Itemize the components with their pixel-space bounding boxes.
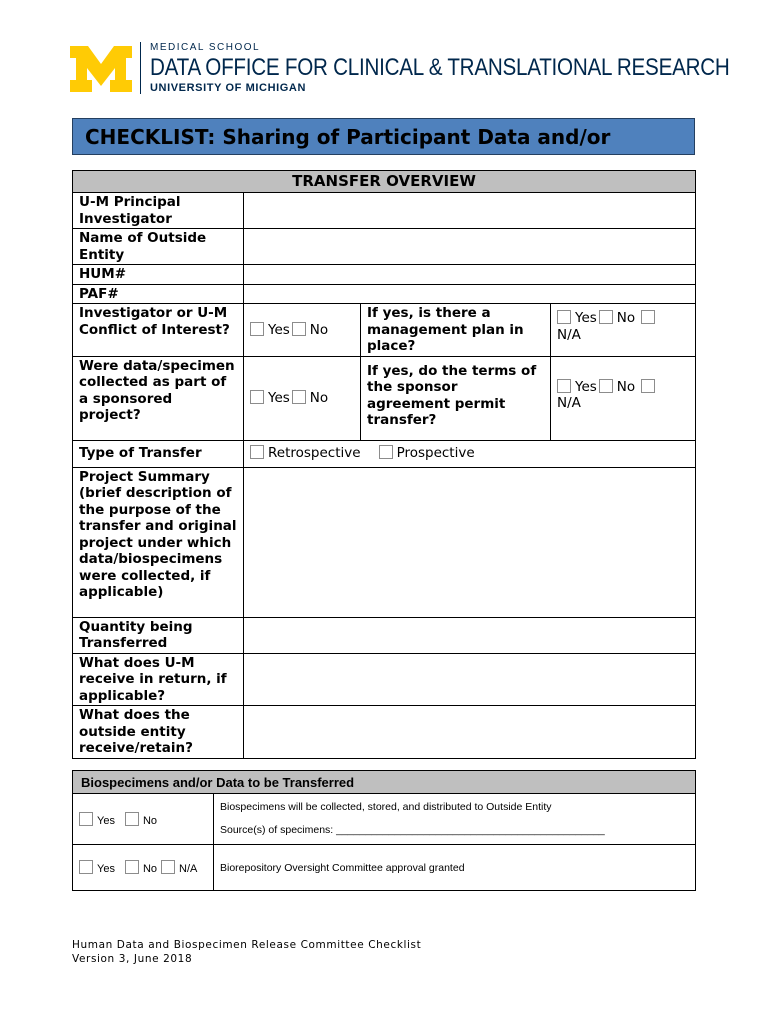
checklist-title: CHECKLIST: Sharing of Participant Data and/or [85, 124, 611, 149]
institution-logo [70, 42, 730, 98]
sponsored-no-checkbox[interactable] [292, 390, 306, 404]
logo-office-text: DATA OFFICE FOR CLINICAL & TRANSLATIONAL RESEARCH [150, 54, 730, 81]
terms-no-checkbox[interactable] [599, 379, 613, 393]
mgmt-plan-options [551, 304, 696, 357]
bio-row2-na-checkbox[interactable] [161, 860, 175, 874]
bio-row1-yes-checkbox[interactable] [79, 812, 93, 826]
hum-label: HUM# [73, 265, 244, 285]
bio-row1-source[interactable]: Source(s) of specimens: ______________________________________________ [220, 824, 605, 836]
transfer-overview-heading: TRANSFER OVERVIEW [73, 171, 696, 193]
retrospective-label: Retrospective [268, 445, 361, 462]
coi-no-label: No [309, 321, 329, 338]
entity-retain-field[interactable] [244, 706, 696, 759]
sponsored-no-label: No [309, 389, 329, 406]
mgmt-yes-checkbox[interactable] [557, 310, 571, 324]
outside-entity-label: Name of Outside Entity [73, 229, 244, 265]
mgmt-na-checkbox[interactable] [641, 310, 655, 324]
footer-line-1: Human Data and Biospecimen Release Committee Checklist [72, 939, 422, 951]
coi-no-checkbox[interactable] [292, 322, 306, 336]
terms-na-label: N/A [557, 395, 581, 411]
biospecimens-heading: Biospecimens and/or Data to be Transferred [73, 771, 696, 794]
prospective-checkbox[interactable] [379, 445, 393, 459]
project-summary-label: Project Summary (brief description of the purpose of the transfer and original project under which data/biospecimens were collected, if applicable) [73, 467, 244, 617]
mgmt-no-label: No [616, 310, 636, 326]
sponsored-label: Were data/specimen collected as part of a sponsored project? [73, 356, 244, 440]
sponsor-terms-options [551, 356, 696, 440]
sponsored-yes-label: Yes [268, 389, 290, 406]
sponsor-terms-label: If yes, do the terms of the sponsor agreement permit transfer? [361, 356, 551, 440]
mgmt-no-checkbox[interactable] [599, 310, 613, 324]
sponsored-options [244, 356, 361, 440]
project-summary-field[interactable] [244, 467, 696, 617]
bio-row1-options [73, 794, 214, 845]
outside-entity-field[interactable] [244, 229, 696, 265]
sponsored-yes-checkbox[interactable] [250, 390, 264, 404]
logo-school-text: MEDICAL SCHOOL [150, 42, 261, 53]
pi-field[interactable] [244, 193, 696, 229]
checklist-title-bar [72, 118, 695, 155]
mgmt-na-label: N/A [557, 326, 581, 343]
bio-row1-no-checkbox[interactable] [125, 812, 139, 826]
footer-line-2: Version 3, June 2018 [72, 953, 193, 965]
mgmt-yes-label: Yes [575, 310, 597, 326]
retrospective-checkbox[interactable] [250, 445, 264, 459]
bio-row1-text-cell [214, 794, 696, 845]
biospecimens-table [72, 770, 696, 891]
terms-yes-checkbox[interactable] [557, 379, 571, 393]
um-return-field[interactable] [244, 653, 696, 706]
coi-label: Investigator or U-M Conflict of Interest? [73, 304, 244, 357]
page-footer [72, 938, 421, 966]
paf-label: PAF# [73, 284, 244, 304]
terms-yes-label: Yes [575, 378, 597, 395]
prospective-label: Prospective [396, 445, 475, 462]
hum-field[interactable] [244, 265, 696, 285]
mgmt-plan-label: If yes, is there a management plan in place? [361, 304, 551, 357]
paf-field[interactable] [244, 284, 696, 304]
terms-no-label: No [616, 378, 636, 395]
transfer-type-options [244, 440, 696, 467]
bio-row1-text: Biospecimens will be collected, stored, and distributed to Outside Entity [220, 801, 552, 813]
transfer-type-label: Type of Transfer [73, 440, 244, 467]
bio-row2-no-checkbox[interactable] [125, 860, 139, 874]
logo-divider [140, 42, 141, 94]
bio-row2-yes-checkbox[interactable] [79, 860, 93, 874]
coi-yes-checkbox[interactable] [250, 322, 264, 336]
bio-row2-text: Biorepository Oversight Committee approval granted [214, 845, 696, 891]
quantity-label: Quantity being Transferred [73, 617, 244, 653]
terms-na-checkbox[interactable] [641, 379, 655, 393]
bio-row2-options [73, 845, 214, 891]
block-m-logo-icon [70, 46, 132, 92]
bio-row2-yes-label: Yes [97, 863, 115, 875]
bio-row1-no-label: No [142, 814, 158, 827]
bio-row2-na-label: N/A [179, 863, 198, 875]
um-return-label: What does U-M receive in return, if applicable? [73, 653, 244, 706]
logo-university-text: UNIVERSITY OF MICHIGAN [150, 82, 307, 94]
bio-row2-no-label: No [142, 863, 158, 875]
coi-options [244, 304, 361, 357]
entity-retain-label: What does the outside entity receive/retain? [73, 706, 244, 759]
quantity-field[interactable] [244, 617, 696, 653]
transfer-overview-table [72, 170, 696, 759]
coi-yes-label: Yes [268, 321, 290, 338]
bio-row1-yes-label: Yes [97, 814, 115, 827]
pi-label: U-M Principal Investigator [73, 193, 244, 229]
